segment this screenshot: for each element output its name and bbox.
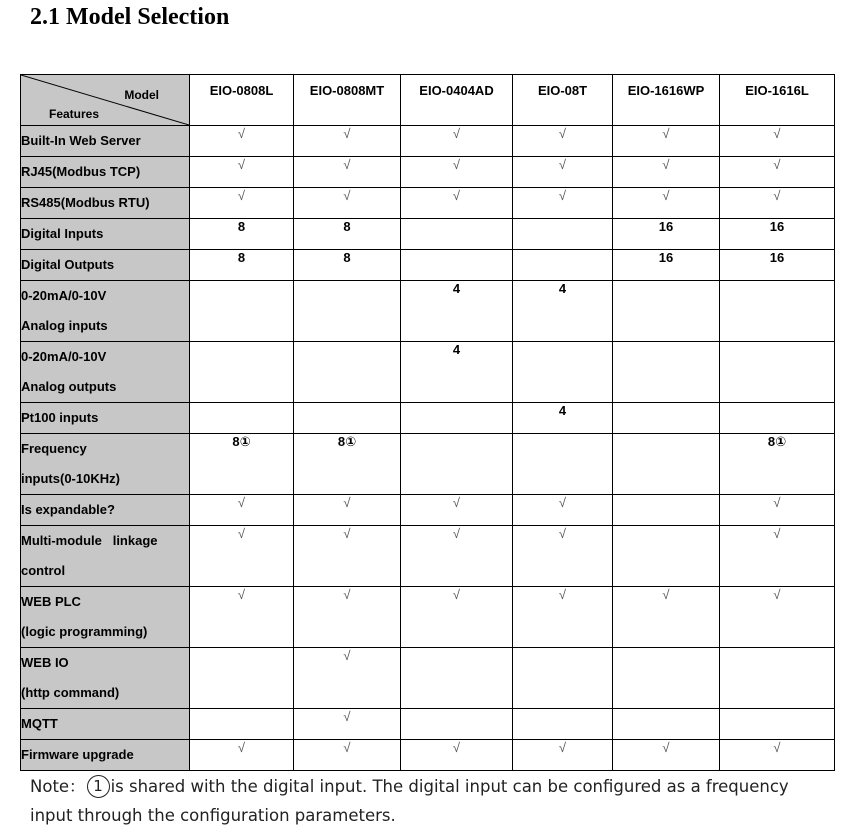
- table-cell: [720, 281, 835, 342]
- table-cell: √: [613, 587, 720, 648]
- table-cell: [513, 219, 613, 250]
- table-cell: [401, 648, 513, 709]
- table-row: [21, 587, 835, 648]
- table-cell: [294, 342, 401, 403]
- feature-label-line: Analog inputs: [21, 318, 108, 333]
- table-cell: 8①: [294, 434, 401, 495]
- table-cell: √: [720, 188, 835, 219]
- table-cell: 16: [720, 219, 835, 250]
- feature-label-line: MQTT: [21, 716, 58, 731]
- table-cell: √: [401, 157, 513, 188]
- table-cell: [401, 250, 513, 281]
- feature-label-line: RJ45(Modbus TCP): [21, 164, 141, 179]
- table-cell: [513, 434, 613, 495]
- table-cell: [401, 434, 513, 495]
- note-text: is shared with the digital input. The digital input can be configured as a frequency input through the configuration parameters.: [30, 777, 789, 825]
- feature-label-line: Multi-module linkage: [21, 533, 158, 548]
- table-cell: √: [401, 587, 513, 648]
- feature-label-line: 0-20mA/0-10V: [21, 288, 107, 303]
- table-cell: [613, 526, 720, 587]
- feature-label-line: RS485(Modbus RTU): [21, 195, 150, 210]
- table-cell: [613, 434, 720, 495]
- table-cell: √: [190, 587, 294, 648]
- table-cell: [720, 342, 835, 403]
- table-cell: √: [613, 740, 720, 771]
- table-cell: √: [294, 526, 401, 587]
- table-cell: 8: [294, 250, 401, 281]
- table-row: [21, 342, 835, 403]
- table-cell: 16: [613, 250, 720, 281]
- feature-label-line: Digital Outputs: [21, 257, 115, 272]
- feature-label-line: Frequency: [21, 441, 87, 456]
- table-row: [21, 188, 835, 219]
- table-cell: √: [613, 126, 720, 157]
- header-row: [21, 75, 835, 126]
- table-cell: [613, 648, 720, 709]
- model-header: EIO-1616WP: [613, 75, 720, 126]
- model-header: EIO-0808L: [190, 75, 294, 126]
- footnote: [30, 772, 830, 830]
- table-cell: [401, 403, 513, 434]
- feature-label: [21, 219, 190, 250]
- table-cell: √: [720, 157, 835, 188]
- table-cell: √: [294, 648, 401, 709]
- table-cell: √: [294, 709, 401, 740]
- table-cell: √: [613, 157, 720, 188]
- table-cell: [613, 403, 720, 434]
- table-cell: √: [294, 587, 401, 648]
- model-header: EIO-08T: [513, 75, 613, 126]
- table-row: [21, 709, 835, 740]
- model-selection-table: [20, 74, 835, 771]
- table-cell: [513, 342, 613, 403]
- table-cell: √: [190, 495, 294, 526]
- table-row: [21, 250, 835, 281]
- feature-label-line: 0-20mA/0-10V: [21, 349, 107, 364]
- table-cell: √: [720, 526, 835, 587]
- table-cell: √: [294, 157, 401, 188]
- circled-one-marker: 1: [87, 775, 110, 798]
- table-cell: √: [513, 188, 613, 219]
- table-cell: √: [513, 740, 613, 771]
- feature-label-line: control: [21, 563, 66, 578]
- table-row: [21, 740, 835, 771]
- diagonal-divider: [21, 75, 189, 125]
- table-cell: √: [513, 126, 613, 157]
- feature-label: [21, 709, 190, 740]
- feature-label-line: Built-In Web Server: [21, 133, 141, 148]
- corner-header-cell: [21, 75, 190, 126]
- table-cell: √: [720, 495, 835, 526]
- table-cell: √: [190, 188, 294, 219]
- table-cell: [720, 648, 835, 709]
- table-cell: √: [513, 157, 613, 188]
- table-cell: √: [401, 188, 513, 219]
- table-cell: [513, 709, 613, 740]
- table-cell: [720, 709, 835, 740]
- table-cell: √: [401, 126, 513, 157]
- model-header: EIO-0808MT: [294, 75, 401, 126]
- feature-label: [21, 403, 190, 434]
- feature-label: [21, 526, 190, 587]
- table-cell: [190, 403, 294, 434]
- table-cell: 4: [401, 342, 513, 403]
- table-row: [21, 526, 835, 587]
- table-cell: 8: [190, 219, 294, 250]
- table-cell: [190, 709, 294, 740]
- feature-label-line: Digital Inputs: [21, 226, 104, 241]
- table-cell: [720, 403, 835, 434]
- table-cell: √: [513, 587, 613, 648]
- table-cell: 4: [513, 281, 613, 342]
- table-row: [21, 219, 835, 250]
- table-cell: √: [613, 188, 720, 219]
- table-cell: [401, 709, 513, 740]
- table-cell: 4: [401, 281, 513, 342]
- table-cell: [190, 342, 294, 403]
- model-header: EIO-0404AD: [401, 75, 513, 126]
- table-cell: 16: [720, 250, 835, 281]
- feature-label: [21, 342, 190, 403]
- table-cell: √: [294, 740, 401, 771]
- table-cell: [513, 648, 613, 709]
- table-cell: √: [720, 587, 835, 648]
- table-cell: 8①: [720, 434, 835, 495]
- table-cell: [294, 281, 401, 342]
- table-cell: [613, 495, 720, 526]
- table-cell: [613, 281, 720, 342]
- table-row: [21, 281, 835, 342]
- table-row: [21, 434, 835, 495]
- table-cell: 8: [190, 250, 294, 281]
- table-cell: √: [190, 740, 294, 771]
- feature-label: [21, 188, 190, 219]
- table-cell: √: [190, 157, 294, 188]
- table-cell: √: [720, 126, 835, 157]
- feature-label-line: (logic programming): [21, 624, 148, 639]
- feature-label: [21, 434, 190, 495]
- table-cell: √: [294, 126, 401, 157]
- feature-label: [21, 157, 190, 188]
- feature-label-line: WEB PLC: [21, 594, 81, 609]
- table-cell: 16: [613, 219, 720, 250]
- table-cell: √: [401, 495, 513, 526]
- section-title: 2.1 Model Selection: [30, 4, 230, 30]
- table-body: [21, 126, 835, 771]
- table-cell: [613, 342, 720, 403]
- table-cell: √: [401, 526, 513, 587]
- feature-label-line: Is expandable?: [21, 502, 115, 517]
- note-prefix: Note：: [30, 777, 86, 796]
- feature-label: [21, 495, 190, 526]
- table-cell: √: [401, 740, 513, 771]
- feature-label: [21, 281, 190, 342]
- feature-label-line: (http command): [21, 685, 120, 700]
- table-row: [21, 495, 835, 526]
- table-cell: √: [513, 495, 613, 526]
- feature-label-line: WEB IO: [21, 655, 69, 670]
- table-row: [21, 157, 835, 188]
- feature-label: [21, 126, 190, 157]
- table-cell: 8: [294, 219, 401, 250]
- table-cell: [294, 403, 401, 434]
- table-cell: √: [294, 188, 401, 219]
- feature-label: [21, 740, 190, 771]
- feature-label: [21, 250, 190, 281]
- table-cell: √: [294, 495, 401, 526]
- table-cell: [401, 219, 513, 250]
- corner-features-label: Features: [49, 107, 100, 121]
- feature-label: [21, 648, 190, 709]
- table-cell: √: [720, 740, 835, 771]
- corner-model-label: Model: [124, 88, 159, 102]
- table-cell: 4: [513, 403, 613, 434]
- table-cell: [613, 709, 720, 740]
- feature-label-line: Analog outputs: [21, 379, 117, 394]
- table-cell: √: [190, 126, 294, 157]
- feature-label-line: Pt100 inputs: [21, 410, 99, 425]
- feature-label: [21, 587, 190, 648]
- table-row: [21, 126, 835, 157]
- table-cell: 8①: [190, 434, 294, 495]
- table-cell: √: [190, 526, 294, 587]
- feature-label-line: inputs(0-10KHz): [21, 471, 120, 486]
- table-row: [21, 648, 835, 709]
- model-header: EIO-1616L: [720, 75, 835, 126]
- table-cell: √: [513, 526, 613, 587]
- table-row: [21, 403, 835, 434]
- table-cell: [513, 250, 613, 281]
- feature-label-line: Firmware upgrade: [21, 747, 134, 762]
- table-cell: [190, 648, 294, 709]
- table-cell: [190, 281, 294, 342]
